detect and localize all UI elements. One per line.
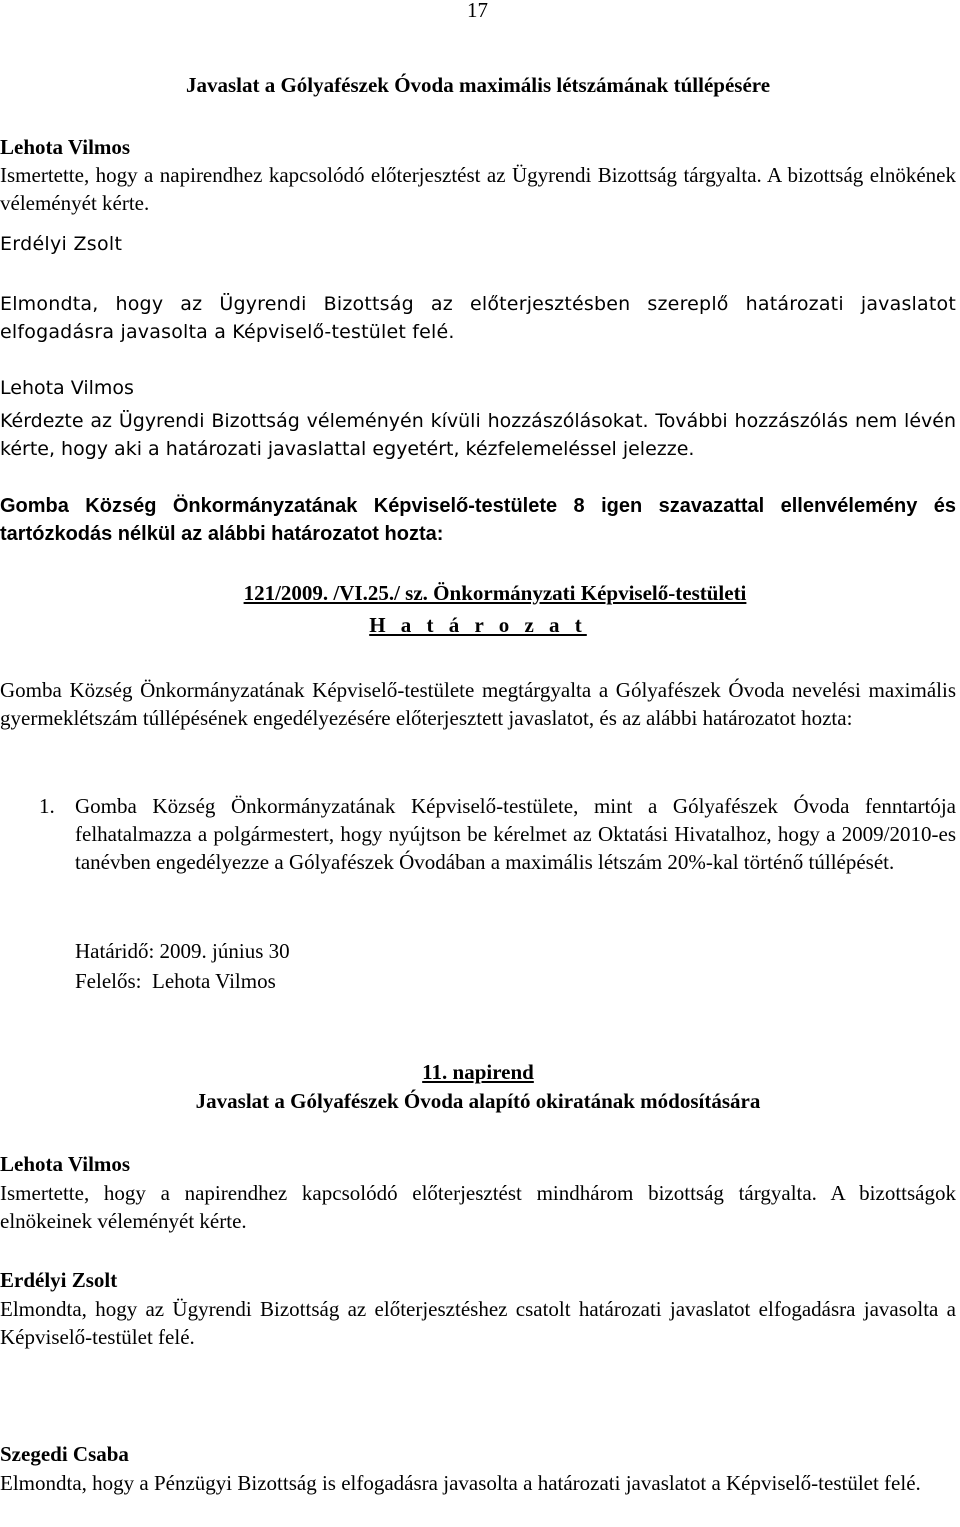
responsible-person: Felelős: Lehota Vilmos	[75, 969, 276, 993]
speaker-statement: Elmondta, hogy a Pénzügyi Bizottság is elfogadásra javasolta a határozati javaslatot a Képviselő-testület felé.	[0, 1471, 921, 1495]
resolution-item	[0, 792, 956, 912]
speaker-statement: Kérdezte az Ügyrendi Bizottság véleményén kívüli hozzászólásokat. További hozzászólás nem lévén kérte, hogy aki a határozati javaslattal egyetért, kézfelemeléssel jelezze.	[0, 410, 956, 460]
speaker-name: Lehota Vilmos	[0, 135, 131, 159]
page-number: 17	[467, 0, 488, 22]
deadline: Határidő: 2009. június 30	[75, 939, 290, 963]
speaker-name: Lehota Vilmos	[0, 377, 134, 399]
speaker-name: Lehota Vilmos	[0, 1152, 131, 1176]
section-title: Javaslat a Gólyafészek Óvoda alapító okiratának módosítására	[195, 1089, 761, 1113]
resolution-item-text: Gomba Község Önkormányzatának Képviselő-testülete, mint a Gólyafészek Óvoda fenntartója felhatalmazza a polgármestert, hogy nyújtson be kérelmet az Oktatási Hivatalhoz, hogy a 2009/2010-es tanévben engedélyezze a Gólyafészek Óvodában a maximális létszám 20%-kal történő túllépését.	[75, 794, 956, 874]
agenda-number: 11. napirend	[422, 1060, 534, 1084]
speaker-name: Erdélyi Zsolt	[0, 233, 123, 255]
resolution-number: 121/2009. /VI.25./ sz. Önkormányzati Képviselő-testületi	[243, 581, 747, 605]
resolution-item-number: 1.	[39, 794, 55, 818]
resolution-heading: H a t á r o z a t	[369, 613, 587, 637]
speaker-statement: Elmondta, hogy az Ügyrendi Bizottság az előterjesztésben szereplő határozati javaslatot elfogadásra javasolta a Képviselő-testület felé.	[0, 293, 956, 343]
speaker-statement: Ismertette, hogy a napirendhez kapcsolódó előterjesztést az Ügyrendi Bizottság tárgyalta. A bizottság elnökének véleményét kérte.	[0, 163, 956, 215]
resolution-intro: Gomba Község Önkormányzatának Képviselő-testülete megtárgyalta a Gólyafészek Óvoda nevelési maximális gyermeklétszám túllépésének engedélyezésére előterjesztett javaslatot, és az alábbi határozatot hozta:	[0, 678, 956, 730]
speaker-name: Erdélyi Zsolt	[0, 1268, 118, 1292]
vote-result: Gomba Község Önkormányzatának Képviselő-testülete 8 igen szavazattal ellenvélemény és tartózkodás nélkül az alábbi határozatot hozta:	[0, 495, 956, 545]
section-title: Javaslat a Gólyafészek Óvoda maximális létszámának túllépésére	[185, 73, 771, 97]
speaker-name: Szegedi Csaba	[0, 1442, 129, 1466]
speaker-statement: Ismertette, hogy a napirendhez kapcsolódó előterjesztést mindhárom bizottság tárgyalta. A bizottságok elnökeinek véleményét kérte.	[0, 1181, 956, 1233]
speaker-statement: Elmondta, hogy az Ügyrendi Bizottság az előterjesztéshez csatolt határozati javaslatot elfogadásra javasolta a Képviselő-testület felé.	[0, 1297, 956, 1349]
